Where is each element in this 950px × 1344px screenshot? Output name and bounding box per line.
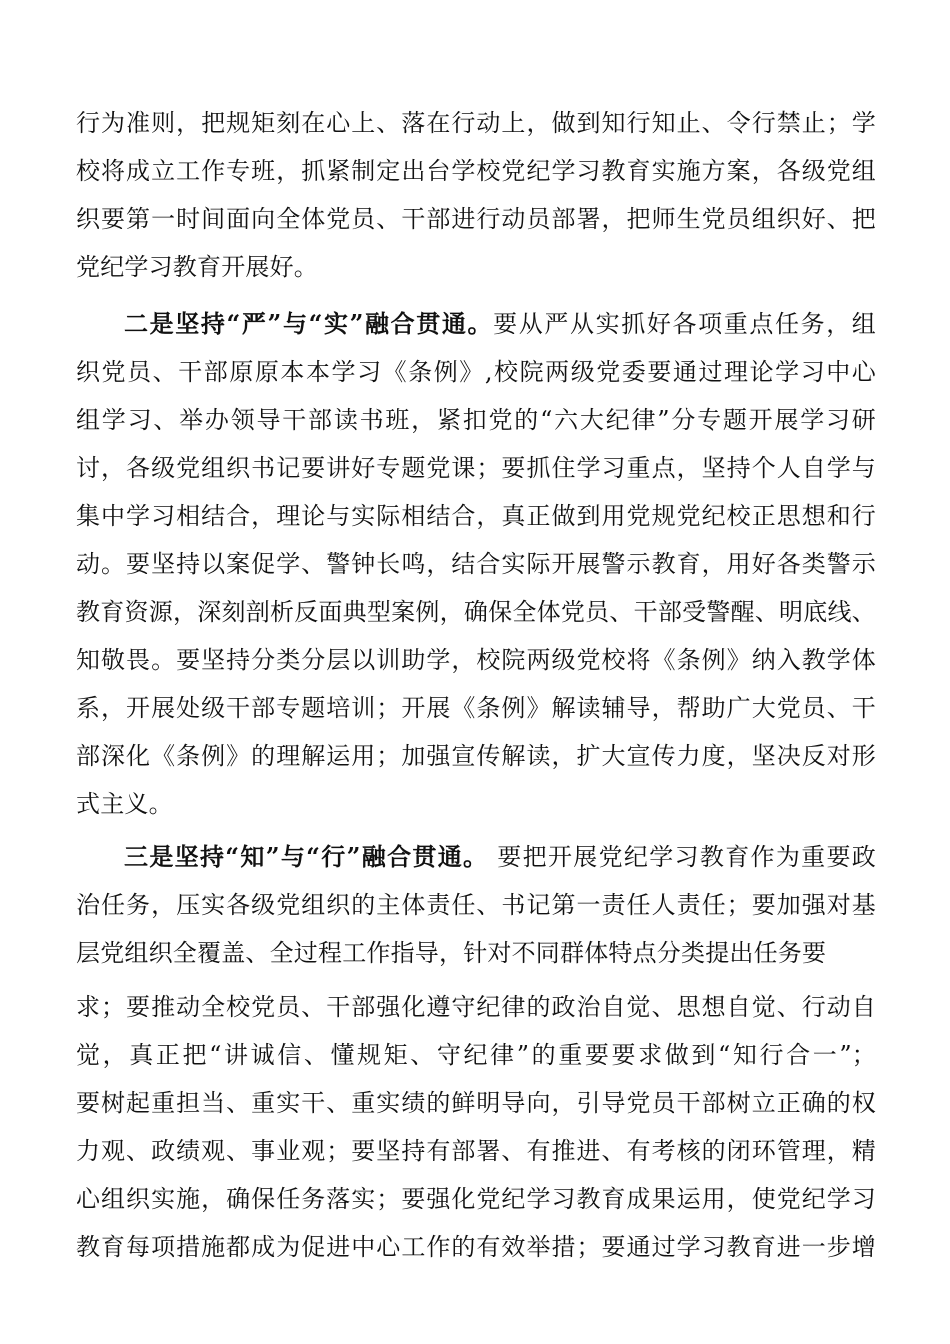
- paragraph-2-line-10: 部深化《条例》的理解运用；加强宣传解读，扩大宣传力度，坚决反对形: [76, 742, 876, 770]
- paragraph-2-line-8: 知敬畏。要坚持分类分层以训助学，校院两级党校将《条例》纳入教学体: [76, 646, 876, 674]
- paragraph-2-line-3: 组学习、举办领导干部读书班，紧扣党的“六大纪律”分专题开展学习研: [76, 406, 876, 434]
- paragraph-2-lead: 二是坚持“严”与“实”融合贯通。: [124, 309, 494, 338]
- paragraph-3-line-4: 求；要推动全校党员、干部强化遵守纪律的政治自觉、思想自觉、行动自: [76, 993, 876, 1021]
- paragraph-1-line-1: 行为准则，把规矩刻在心上、落在行动上，做到知行知止、令行禁止；学: [76, 109, 876, 137]
- paragraph-2-line-9: 系，开展处级干部专题培训；开展《条例》解读辅导，帮助广大党员、干: [76, 694, 876, 722]
- paragraph-2-line-7: 教育资源，深刻剖析反面典型案例，确保全体党员、干部受警醒、明底线、: [76, 598, 876, 626]
- paragraph-2-line-4: 讨，各级党组织书记要讲好专题党课；要抓住学习重点，坚持个人自学与: [76, 454, 876, 482]
- paragraph-1-line-4: 党纪学习教育开展好。: [76, 253, 318, 281]
- paragraph-2-line-11: 式主义。: [76, 790, 173, 818]
- paragraph-2-line-5: 集中学习相结合，理论与实际相结合，真正做到用党规党纪校正思想和行: [76, 502, 876, 530]
- paragraph-3-line-6: 要树起重担当、重实干、重实绩的鲜明导向，引导党员干部树立正确的权: [76, 1089, 876, 1117]
- paragraph-3-lead: 三是坚持“知”与“行”融合贯通。: [124, 842, 489, 871]
- paragraph-2-first-line-rest: 要从严从实抓好各项重点任务，组: [493, 310, 877, 338]
- paragraph-3-line-9: 教育每项措施都成为促进中心工作的有效举措；要通过学习教育进一步增: [76, 1233, 876, 1261]
- paragraph-2-line-2: 织党员、干部原原本本学习《条例》,校院两级党委要通过理论学习中心: [76, 358, 876, 386]
- paragraph-2-line-6: 动。要坚持以案促学、警钟长鸣，结合实际开展警示教育，用好各类警示: [76, 550, 876, 578]
- paragraph-1-line-2: 校将成立工作专班，抓紧制定出台学校党纪学习教育实施方案，各级党组: [76, 157, 876, 185]
- paragraph-2-line-1: [124, 309, 876, 339]
- paragraph-3-line-5: 觉，真正把“讲诚信、懂规矩、守纪律”的重要要求做到“知行合一”；: [76, 1041, 876, 1069]
- paragraph-3-line-2: 治任务，压实各级党组织的主体责任、书记第一责任人责任；要加强对基: [76, 891, 876, 919]
- paragraph-3-line-8: 心组织实施，确保任务落实；要强化党纪学习教育成果运用，使党纪学习: [76, 1185, 876, 1213]
- paragraph-3-line-3: 层党组织全覆盖、全过程工作指导，针对不同群体特点分类提出任务要: [76, 939, 827, 967]
- paragraph-3-line-7: 力观、政绩观、事业观；要坚持有部署、有推进、有考核的闭环管理，精: [76, 1137, 876, 1165]
- paragraph-1-line-3: 织要第一时间面向全体党员、干部进行动员部署，把师生党员组织好、把: [76, 205, 876, 233]
- paragraph-3-first-line-rest: 要把开展党纪学习教育作为重要政: [488, 843, 877, 871]
- paragraph-3-line-1: [124, 842, 876, 872]
